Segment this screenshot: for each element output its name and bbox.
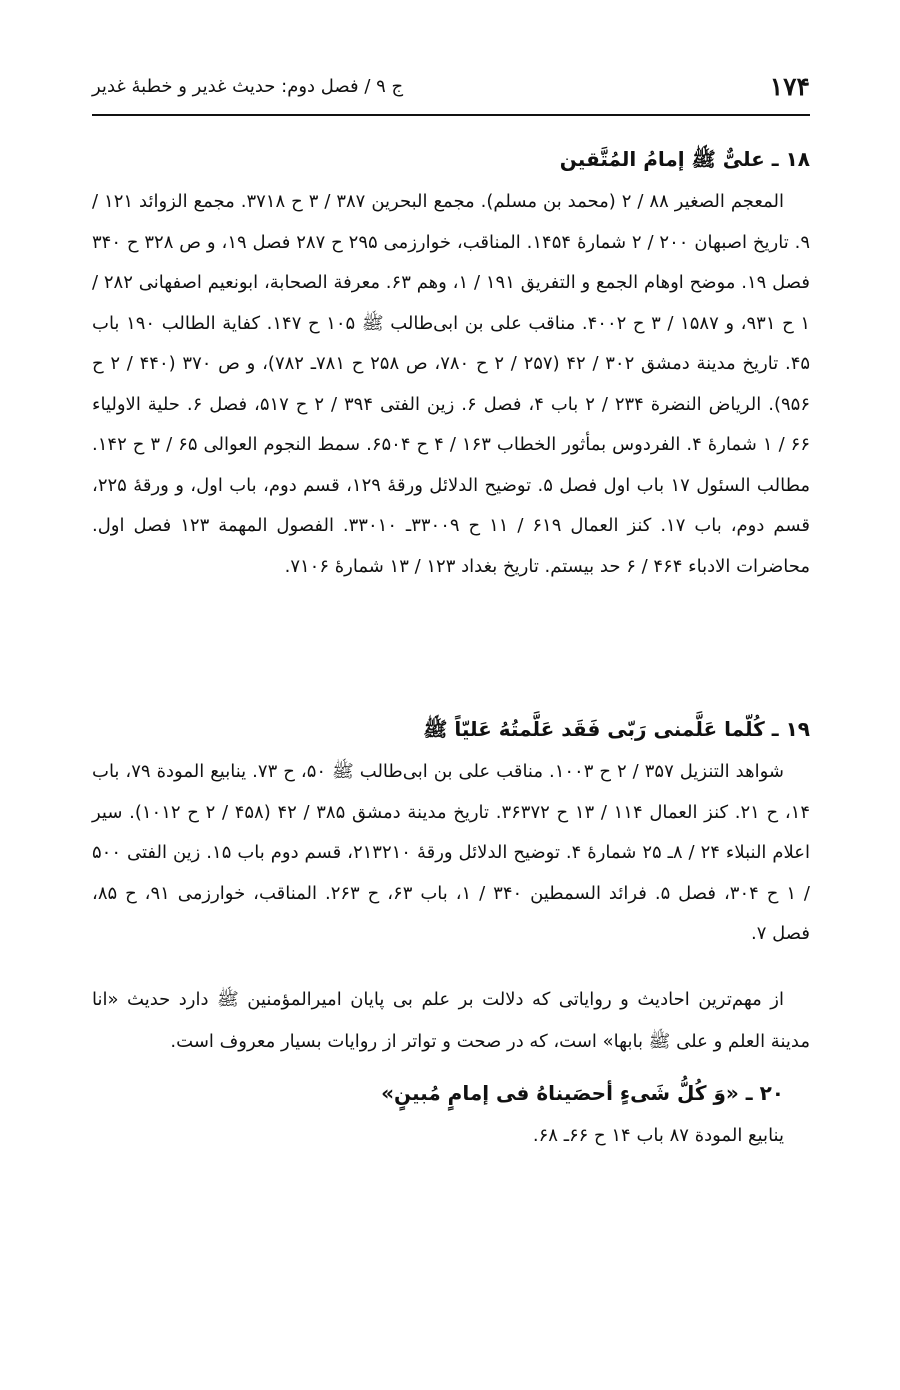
section-20 (92, 1074, 810, 1156)
section-heading: ۲۰ ـ «وَ کُلُّ شَیءٍ أحصَیناهُ فی إمامٍ مُبینٍ» (381, 1081, 784, 1105)
page-number: ۱۷۴ (769, 72, 810, 101)
reference-list: المعجم الصغیر ۸۸ / ۲ (محمد بن مسلم). مجمع البحرین ۳۸۷ / ۳ ح ۳۷۱۸. مجمع الزوائد ۱۲۱ / ۹. تاریخ اصبهان ۲۰۰ / ۲ شمارهٔ ۱۴۵۴. المناقب، خوارزمی ۲۹۵ ح ۲۸۷ فصل ۱۹، و ص ۳۲۸ ح ۳۴۰ فصل ۱۹. موضح اوهام الجمع و التفریق ۱۹۱ / ۱، وهم ۶۳. معرفة الصحابة، ابونعیم اصفهانی ۲۸۲ / ۱ ح ۹۳۱، و ۱۵۸۷ / ۳ ح ۴۰۰۲. مناقب علی بن ابی‌طالب ﷺ ۱۰۵ ح ۱۴۷. کفایة الطالب ۱۹۰ باب ۴۵. تاریخ مدینة دمشق ۳۰۲ / ۴۲ (۲۵۷ / ۲ ح ۷۸۰، ص ۲۵۸ ح ۷۸۱ـ ۷۸۲)، و ص ۳۷۰ (۴۴۰ / ۲ ح ۹۵۶). الریاض النضرة ۲۳۴ / ۲ باب ۴، فصل ۶. زین الفتی ۳۹۴ / ۲ ح ۵۱۷، فصل ۶. حلیة الاولیاء ۶۶ / ۱ شمارهٔ ۴. الفردوس بمأثور الخطاب ۱۶۳ / ۴ ح ۶۵۰۴. سمط النجوم العوالی ۶۵ / ۳ ح ۱۴۲. مطالب السئول ۱۷ باب اول فصل ۵. توضیح الدلائل ورقهٔ ۱۲۹، قسم دوم، باب اول، و ورقهٔ ۲۲۵، قسم دوم، باب ۱۷. کنز العمال ۶۱۹ / ۱۱ ح ۳۳۰۰۹ـ ۳۳۰۱۰. الفصول المهمة ۱۲۳ فصل اول. محاضرات الادباء ۴۶۴ / ۶ حد بیستم. تاریخ بغداد ۱۲۳ / ۱۳ شمارهٔ ۷۱۰۶. (92, 191, 811, 577)
section-heading: ۱۹ ـ کُلّما عَلَّمنی رَبّی فَقَد عَلَّمتُهُ عَلیّاً ﷺ (423, 717, 810, 741)
reference-list: شواهد التنزیل ۳۵۷ / ۲ ح ۱۰۰۳. مناقب علی بن ابی‌طالب ﷺ ۵۰، ح ۷۳. ینابیع المودة ۷۹، باب ۱۴، ح ۲۱. کنز العمال ۱۱۴ / ۱۳ ح ۳۶۳۷۲. تاریخ مدینة دمشق ۳۸۵ / ۴۲ (۴۵۸ / ۲ ح ۱۰۱۲). سیر اعلام النبلاء ۲۴ / ۸ـ ۲۵ شمارهٔ ۴. توضیح الدلائل ورقهٔ ۲۱۳۲۱۰، قسم دوم باب ۱۵. زین الفتی ۵۰۰ / ۱ ح ۳۰۴، فصل ۵. فرائد السمطین ۳۴۰ / ۱، باب ۶۳، ح ۲۶۳. المناقب، خوارزمی ۹۱، ح ۸۵، فصل ۷. (92, 761, 811, 944)
running-title: ج ۹ / فصل دوم: حدیث غدیر و خطبهٔ غدیر (92, 76, 404, 97)
reference-list: ینابیع المودة ۸۷ باب ۱۴ ح ۶۶ـ ۶۸. (532, 1125, 784, 1146)
explanatory-paragraph: از مهم‌ترین احادیث و روایاتی که دلالت بر علم بی پایان امیرالمؤمنین ﷺ دارد حدیث «انا مدینة العلم و علی ﷺ بابها» است، که در صحت و تواتر از روایات بسیار معروف است. (92, 989, 810, 1052)
section-heading: ۱۸ ـ علیٌّ ﷺ إمامُ المُتَّقین (559, 147, 810, 171)
running-header (92, 70, 810, 116)
section-19 (92, 710, 810, 955)
section-18 (92, 140, 810, 708)
book-page (92, 0, 810, 1390)
page-content (92, 140, 810, 1156)
